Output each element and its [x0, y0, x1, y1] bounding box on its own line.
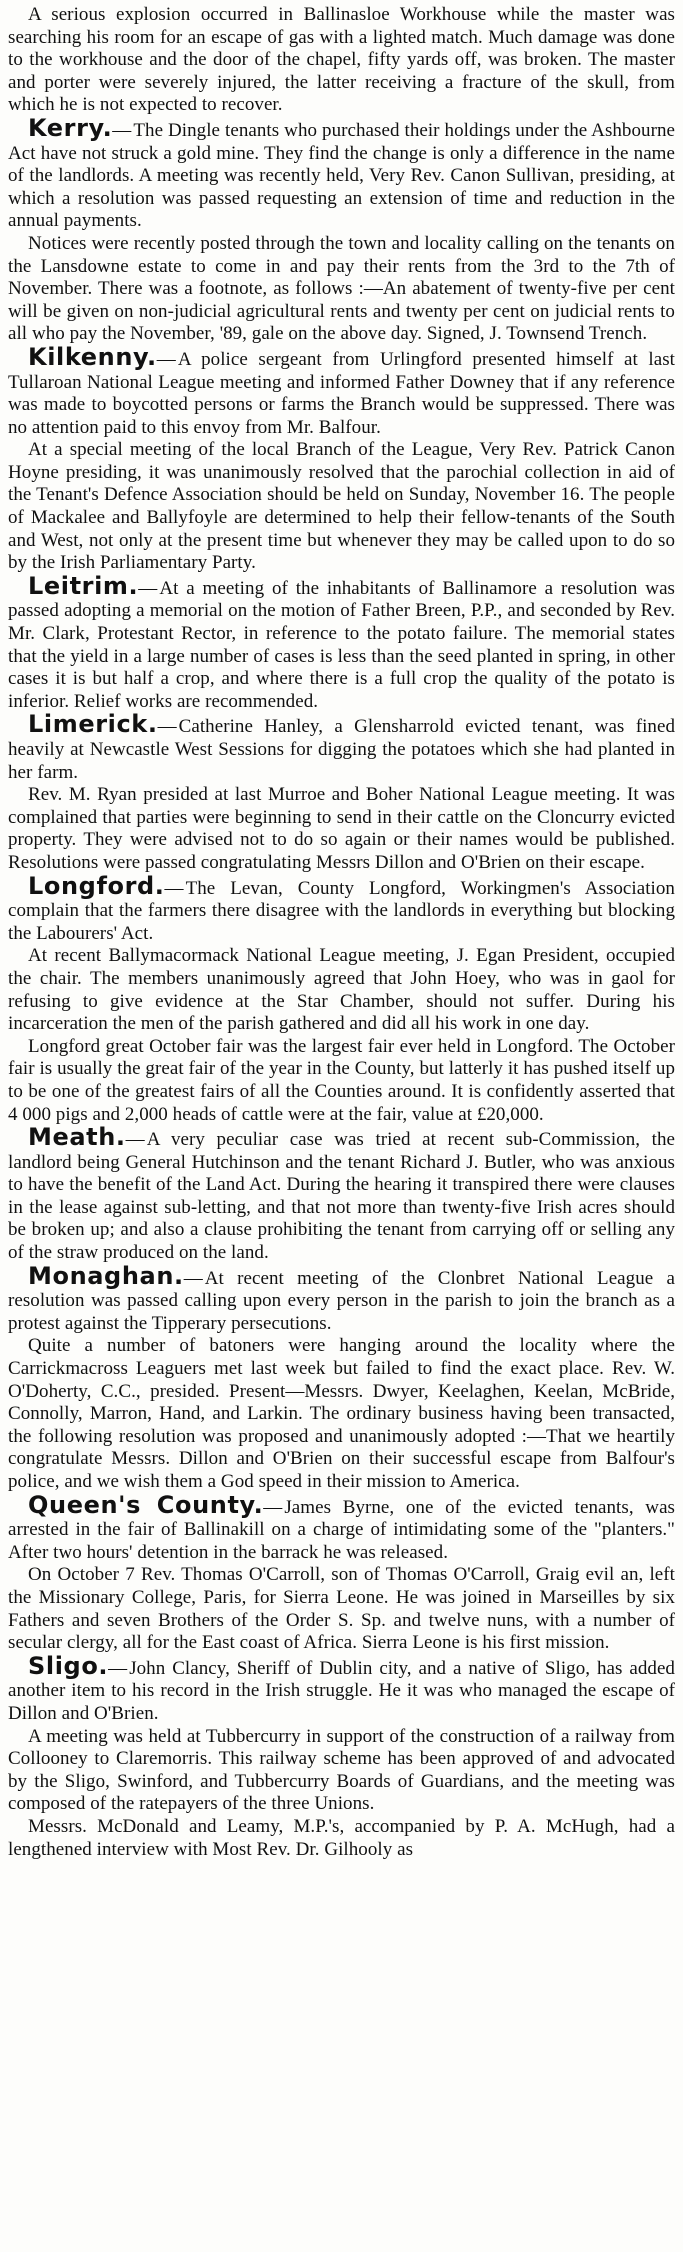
paragraph-text: Longford great October fair was the largest fair ever held in Longford. The October fair is usually the great fair of the year in the County, but latterly it has pushed itself up to be one of the greatest fairs of all the Counties around. It is confidently asserted that 4 000 pigs and 2,000 heads of cattle were at the fair, value at £20,000.: [8, 1035, 675, 1125]
paragraph-sligo-railway: [8, 1726, 675, 1816]
paragraph-text: James Byrne, one of the evicted tenants, was arrested in the fair of Ballinakill on a charge of intimidating some of the "planters." After two hours' detention in the barrack he was released.: [8, 1496, 675, 1563]
paragraph-ballinasloe-explosion: [8, 4, 675, 117]
paragraph-text: Rev. M. Ryan presided at last Murroe and Boher National League meeting. It was complained that parties were beginning to send in their cattle on the Cloncurry evicted property. They were advised not to do so again or their names would be published. Resolutions were passed congratulating Messrs Dillon and O'Brien on their escape.: [8, 784, 675, 873]
paragraph-text: At a special meeting of the local Branch of the League, Very Rev. Patrick Canon Hoyne presiding, it was unanimously resolved that the parochial collection in aid of the Tenant's Defence Association should be held on Sunday, November 16. The people of Mackalee and Ballyfoyle are determined to help their fellow-tenants of the South and West, not only at the present time but whenever they may be called upon to do so by the Irish Parliamentary Party.: [8, 439, 675, 574]
paragraph-limerick: [8, 710, 675, 784]
paragraph-queens-county-mission: [8, 1564, 675, 1654]
paragraph-longford-league: [8, 945, 675, 1035]
county-heading-sligo: Sligo.: [28, 1651, 109, 1680]
paragraph-leitrim: [8, 571, 675, 714]
paragraph-monaghan: [8, 1261, 675, 1336]
paragraph-kilkenny: [8, 342, 675, 439]
paragraph-text: A serious explosion occurred in Ballinasloe Workhouse while the master was searching his room for an escape of gas with a lighted match. Much damage was done to the workhouse and the door of the chapel, fifty yards off, was broken. The master and porter were severely injured, the latter receiving a fracture of the skull, from which he is not expected to recover.: [8, 4, 675, 116]
em-dash: —: [125, 1129, 145, 1151]
em-dash: —: [138, 577, 158, 599]
em-dash: —: [157, 716, 177, 738]
paragraph-monaghan-batoners: [8, 1335, 675, 1493]
paragraph-text: A very peculiar case was tried at recent sub-Commission, the landlord being General Hutchinson and the tenant Richard J. Butler, who was anxious to have the benefit of the Land Act. During the hearing it transpired there were clauses in the lease against sub-letting, and that not more than twenty-five Irish acres should be broken up; and also a clause prohibiting the tenant from carrying off or selling any of the straw produced on the land.: [8, 1129, 675, 1264]
paragraph-meath: [8, 1123, 675, 1265]
paragraph-text: At recent Ballymacormack National League meeting, J. Egan President, occupied the chair. The members unanimously agreed that John Hoey, who was in gaol for refusing to give evidence at the Star Chamber, should not suffer. During his incarceration the men of the parish gathered and did all his work in one day.: [8, 945, 675, 1035]
county-heading-longford: Longford.: [28, 871, 165, 900]
paragraph-kerry: [8, 113, 675, 233]
paragraph-text: The Levan, County Longford, Workingmen's Association complain that the farmers there disagree with the landlords in everything but blocking the Labourers' Act.: [8, 877, 675, 944]
paragraph-text: Notices were recently posted through the town and locality calling on the tenants on the Lansdowne estate to come in and pay their rents from the 3rd to the 7th of November. There was a footnote, as follows :—An abatement of twenty-five per cent will be given on non-judicial agricultural rents and twenty per cent on judicial rents to all who pay the November, '89, gale on the above day. Signed, J. Townsend Trench.: [8, 232, 675, 345]
county-heading-limerick: Limerick.: [28, 710, 158, 739]
paragraph-text: The Dingle tenants who purchased their holdings under the Ashbourne Act have not struck a gold mine. They find the change is only a difference in the name of the landlords. A meeting was recently held, Very Rev. Canon Sullivan, presiding, at which a resolution was passed requesting an extension of time and reduction in the annual payments.: [8, 119, 675, 232]
paragraph-queens-county: [8, 1490, 675, 1565]
em-dash: —: [108, 1657, 128, 1679]
paragraph-text: Quite a number of batoners were hanging around the locality where the Carrickmacross Leaguers met last week but failed to find the exact place. Rev. W. O'Doherty, C.C., presided. Present—Messrs. Dwyer, Keelaghen, Keelan, McBride, Connolly, Marron, Hand, and Larkin. The ordinary business having been transacted, the following resolution was proposed and unanimously adopted :—That we heartily congratulate Messrs. Dillon and O'Brien on their successful escape from Balfour's police, and we wish them a God speed in their mission to America.: [8, 1335, 675, 1492]
paragraph-text: At a meeting of the inhabitants of Ballinamore a resolution was passed adopting a memorial on the motion of Father Breen, P.P., and seconded by Rev. Mr. Clark, Protestant Rector, in reference to the potato failure. The memorial states that the yield in a large number of cases is less than the seed planted in spring, in other cases it is but half a crop, and where there is a full crop the quality of the potato is inferior. Relief works are recommended.: [8, 577, 675, 712]
county-heading-kerry: Kerry.: [28, 113, 113, 142]
paragraph-text: Messrs. McDonald and Leamy, M.P.'s, accompanied by P. A. McHugh, had a lengthened interview with Most Rev. Dr. Gilhooly as: [8, 1815, 675, 1860]
paragraph-kerry-notices: [8, 233, 675, 346]
em-dash: —: [112, 119, 132, 141]
county-heading-queens-county: Queen's County.: [28, 1490, 264, 1519]
paragraph-text: Catherine Hanley, a Glensharrold evicted tenant, was fined heavily at Newcastle West Sessions for digging the potatoes which she had planted in her farm.: [8, 716, 675, 783]
paragraph-kilkenny-league: [8, 439, 675, 575]
paragraph-text: A police sergeant from Urlingford presented himself at last Tullaroan National League meeting and informed Father Downey that if any reference was made to boycotted persons or farms the Branch would be suppressed. There was no attention paid to this envoy from Mr. Balfour.: [8, 348, 675, 438]
paragraph-text: A meeting was held at Tubbercurry in support of the construction of a railway from Collooney to Claremorris. This railway scheme has been approved of and advocated by the Sligo, Swinford, and Tubbercurry Boards of Guardians, and the meeting was composed of the ratepayers of the three Unions.: [8, 1725, 675, 1815]
paragraph-longford-fair: [8, 1036, 675, 1126]
em-dash: —: [183, 1267, 203, 1289]
em-dash: —: [156, 348, 176, 370]
em-dash: —: [263, 1496, 283, 1518]
paragraph-sligo-interview: [8, 1816, 675, 1861]
county-heading-meath: Meath.: [28, 1123, 126, 1152]
paragraph-text: At recent meeting of the Clonbret National League a resolution was passed calling upon every person in the parish to join the branch as a protest against the Tipperary persecutions.: [8, 1267, 675, 1334]
paragraph-sligo: [8, 1651, 675, 1726]
paragraph-text: John Clancy, Sheriff of Dublin city, and a native of Sligo, has added another item to his record in the Irish struggle. He it was who managed the escape of Dillon and O'Brien.: [8, 1657, 675, 1724]
paragraph-text: On October 7 Rev. Thomas O'Carroll, son of Thomas O'Carroll, Graig evil an, left the Missionary College, Paris, for Sierra Leone. He was joined in Marseilles by six Fathers and seven Brothers of the Order S. Sp. and twelve nuns, with a number of secular clergy, all for the East coast of Africa. Sierra Leone is his first mission.: [8, 1564, 675, 1654]
paragraph-longford: [8, 871, 675, 946]
county-heading-monaghan: Monaghan.: [28, 1261, 184, 1290]
county-heading-leitrim: Leitrim.: [28, 571, 139, 600]
em-dash: —: [164, 877, 184, 899]
paragraph-limerick-league: [8, 784, 675, 874]
county-heading-kilkenny: Kilkenny.: [28, 342, 157, 371]
